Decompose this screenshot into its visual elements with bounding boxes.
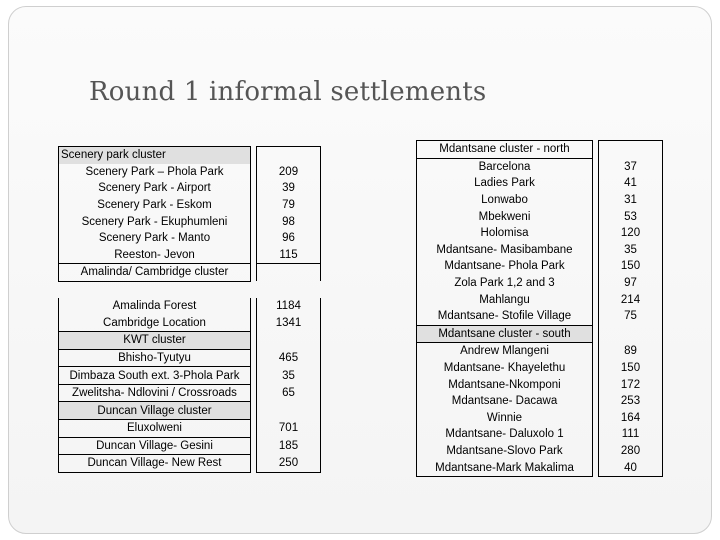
table-row [59, 298, 321, 315]
settlement-name: Bhisho-Tyutyu [59, 349, 251, 367]
value-cell [257, 147, 321, 164]
settlement-value: 214 [599, 291, 663, 308]
table-row [417, 360, 663, 377]
table-row [59, 147, 321, 164]
settlement-name: Mdantsane- Daluxolo 1 [417, 426, 593, 443]
table-row [417, 208, 663, 225]
settlement-name: Mbekweni [417, 208, 593, 225]
table-row [59, 247, 321, 264]
table-row [59, 437, 321, 455]
settlement-value: 35 [257, 367, 321, 385]
settlement-value: 37 [599, 158, 663, 175]
table-row [417, 275, 663, 292]
cluster-heading: Duncan Village cluster [59, 402, 251, 420]
table-row [417, 410, 663, 427]
settlement-value: 120 [599, 225, 663, 242]
settlement-name: Dimbaza South ext. 3-Phola Park [59, 367, 251, 385]
table-row [417, 393, 663, 410]
table-row [59, 455, 321, 473]
settlement-value: 465 [257, 349, 321, 367]
table-row [59, 213, 321, 230]
settlement-value: 96 [257, 230, 321, 247]
table-row [417, 225, 663, 242]
settlement-value: 209 [257, 164, 321, 181]
settlement-name: Scenery Park - Manto [59, 230, 251, 247]
settlement-value: 31 [599, 192, 663, 209]
settlement-value: 97 [599, 275, 663, 292]
table-row [417, 192, 663, 209]
settlement-value: 39 [257, 180, 321, 197]
settlement-name: Mdantsane- Khayelethu [417, 360, 593, 377]
left-settlements-table [58, 146, 321, 473]
table-row [417, 141, 663, 159]
table-row [417, 258, 663, 275]
settlement-name: Mdantsane- Stofile Village [417, 308, 593, 325]
cluster-heading: Mdantsane cluster - south [417, 325, 593, 343]
settlement-name: Lonwabo [417, 192, 593, 209]
settlement-name: Amalinda Forest [59, 298, 251, 315]
settlement-name: Mdantsane-Slovo Park [417, 443, 593, 460]
settlement-name: Zola Park 1,2 and 3 [417, 275, 593, 292]
settlement-name: Zwelitsha- Ndlovini / Crossroads [59, 384, 251, 402]
settlement-value: 280 [599, 443, 663, 460]
cluster-heading: KWT cluster [59, 332, 251, 350]
settlement-value: 98 [257, 213, 321, 230]
settlement-name: Barcelona [417, 158, 593, 175]
settlement-name: Mdantsane-Nkomponi [417, 376, 593, 393]
value-cell [257, 332, 321, 350]
table-row [59, 164, 321, 181]
settlement-name: Mdantsane-Mark Makalima [417, 459, 593, 476]
settlement-value: 53 [599, 208, 663, 225]
settlement-value: 701 [257, 420, 321, 438]
table-row [59, 314, 321, 331]
table-row [417, 459, 663, 476]
settlement-value: 41 [599, 175, 663, 192]
settlement-value: 111 [599, 426, 663, 443]
table-row [417, 325, 663, 343]
settlement-name: Holomisa [417, 225, 593, 242]
cluster-heading: Mdantsane cluster - north [417, 141, 593, 159]
settlement-name: Andrew Mlangeni [417, 343, 593, 360]
settlement-value: 250 [257, 455, 321, 473]
table-row [59, 367, 321, 385]
settlement-name: Mahlangu [417, 291, 593, 308]
settlement-value: 1184 [257, 298, 321, 315]
settlement-value: 115 [257, 247, 321, 264]
settlement-value: 89 [599, 343, 663, 360]
settlement-value: 35 [599, 242, 663, 259]
table-row [417, 343, 663, 360]
settlement-value: 65 [257, 384, 321, 402]
settlement-name: Mdantsane- Masibambane [417, 242, 593, 259]
settlement-value: 150 [599, 258, 663, 275]
table-row [417, 242, 663, 259]
table-row [59, 230, 321, 247]
settlement-name: Cambridge Location [59, 314, 251, 331]
table-row [417, 443, 663, 460]
table-row [59, 384, 321, 402]
value-cell [599, 141, 663, 159]
table-row [59, 332, 321, 350]
slide-title: Round 1 informal settlements [89, 77, 487, 107]
settlement-name: Mdantsane- Dacawa [417, 393, 593, 410]
table-row [59, 349, 321, 367]
settlement-name: Reeston- Jevon [59, 247, 251, 264]
cluster-heading: Scenery park cluster [59, 147, 251, 164]
settlement-name: Ladies Park [417, 175, 593, 192]
value-cell [257, 264, 321, 282]
settlement-value: 79 [257, 197, 321, 214]
settlement-name: Scenery Park - Eskom [59, 197, 251, 214]
settlement-name: Duncan Village- New Rest [59, 455, 251, 473]
table-row [59, 420, 321, 438]
table-row [59, 180, 321, 197]
settlement-value: 40 [599, 459, 663, 476]
settlement-value: 150 [599, 360, 663, 377]
table-row [59, 264, 321, 282]
settlement-value: 75 [599, 308, 663, 325]
value-cell [599, 325, 663, 343]
table-row [59, 197, 321, 214]
value-cell [257, 402, 321, 420]
table-row [417, 308, 663, 325]
settlement-value: 164 [599, 410, 663, 427]
table-row [417, 426, 663, 443]
settlement-name: Scenery Park - Airport [59, 180, 251, 197]
right-settlements-table [416, 140, 663, 477]
table-row [417, 376, 663, 393]
settlement-value: 1341 [257, 314, 321, 331]
settlement-name: Scenery Park – Phola Park [59, 164, 251, 181]
table-row [417, 175, 663, 192]
settlement-name: Mdantsane- Phola Park [417, 258, 593, 275]
settlement-name: Scenery Park - Ekuphumleni [59, 213, 251, 230]
table-row [417, 291, 663, 308]
settlement-value: 185 [257, 437, 321, 455]
settlement-name: Winnie [417, 410, 593, 427]
cluster-heading: Amalinda/ Cambridge cluster [59, 264, 251, 282]
table-row [59, 402, 321, 420]
settlement-name: Eluxolweni [59, 420, 251, 438]
settlement-name: Duncan Village- Gesini [59, 437, 251, 455]
table-row [417, 158, 663, 175]
settlement-value: 172 [599, 376, 663, 393]
settlement-value: 253 [599, 393, 663, 410]
